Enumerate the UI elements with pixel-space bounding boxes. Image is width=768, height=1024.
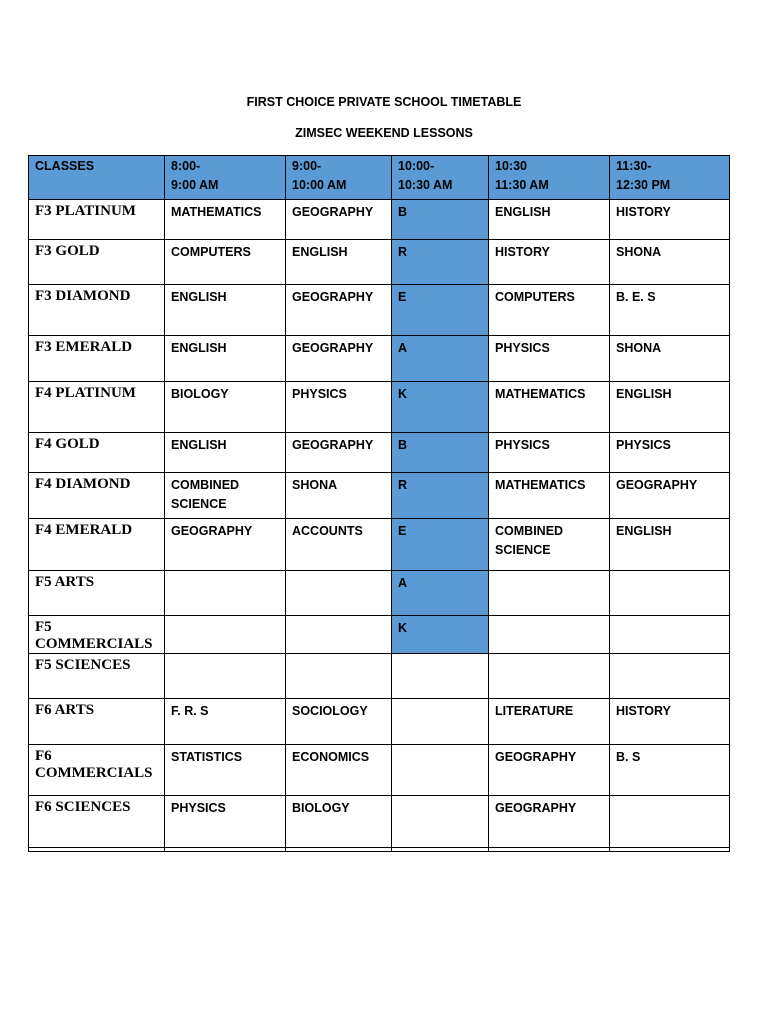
lesson-cell: PHYSICS bbox=[489, 336, 610, 382]
header-cell bbox=[29, 156, 165, 200]
lesson-cell: ECONOMICS bbox=[286, 745, 392, 796]
header-cell-line1: 9:00- bbox=[292, 159, 322, 173]
header-cell-line2: 11:30 AM bbox=[495, 178, 549, 192]
table-row bbox=[29, 200, 730, 240]
lesson-cell: BIOLOGY bbox=[286, 796, 392, 848]
table-row bbox=[29, 240, 730, 285]
timetable bbox=[28, 155, 730, 852]
break-cell bbox=[392, 848, 489, 852]
document-subtitle: ZIMSEC WEEKEND LESSONS bbox=[295, 126, 473, 140]
lesson-cell bbox=[489, 654, 610, 699]
lesson-cell bbox=[165, 654, 286, 699]
header-cell-line1: 8:00- bbox=[171, 159, 201, 173]
lesson-cell: MATHEMATICS bbox=[489, 473, 610, 519]
lesson-cell: PHYSICS bbox=[286, 382, 392, 433]
class-cell bbox=[29, 848, 165, 852]
lesson-cell bbox=[286, 848, 392, 852]
table-row bbox=[29, 745, 730, 796]
class-cell: F6 ARTS bbox=[29, 699, 165, 745]
lesson-cell bbox=[610, 654, 730, 699]
lesson-cell bbox=[489, 571, 610, 616]
break-cell bbox=[392, 796, 489, 848]
table-row bbox=[29, 285, 730, 336]
break-cell: R bbox=[392, 240, 489, 285]
class-cell: F3 GOLD bbox=[29, 240, 165, 285]
lesson-cell bbox=[489, 848, 610, 852]
lesson-cell: PHYSICS bbox=[489, 433, 610, 473]
header-row bbox=[29, 156, 730, 200]
header-cell-line2: 12:30 PM bbox=[616, 178, 671, 192]
header-cell-line2: 10:30 AM bbox=[398, 178, 453, 192]
table-row bbox=[29, 654, 730, 699]
lesson-cell: ENGLISH bbox=[165, 285, 286, 336]
header-cell bbox=[489, 156, 610, 200]
table-row bbox=[29, 571, 730, 616]
class-cell: F3 EMERALD bbox=[29, 336, 165, 382]
break-cell: K bbox=[392, 382, 489, 433]
header-cell-line2: 9:00 AM bbox=[171, 178, 219, 192]
table-row bbox=[29, 473, 730, 519]
lesson-cell: F. R. S bbox=[165, 699, 286, 745]
header-cell bbox=[286, 156, 392, 200]
lesson-cell: ACCOUNTS bbox=[286, 519, 392, 571]
table-row bbox=[29, 433, 730, 473]
lesson-cell: COMPUTERS bbox=[489, 285, 610, 336]
lesson-cell: PHYSICS bbox=[610, 433, 730, 473]
lesson-cell: GEOGRAPHY bbox=[489, 796, 610, 848]
header-cell-line1: 10:30 bbox=[495, 159, 527, 173]
lesson-cell: B. S bbox=[610, 745, 730, 796]
class-cell: F4 GOLD bbox=[29, 433, 165, 473]
table-row bbox=[29, 519, 730, 571]
lesson-cell bbox=[286, 571, 392, 616]
break-cell bbox=[392, 745, 489, 796]
lesson-cell: GEOGRAPHY bbox=[286, 433, 392, 473]
lesson-cell: B. E. S bbox=[610, 285, 730, 336]
lesson-cell bbox=[165, 571, 286, 616]
header-cell bbox=[165, 156, 286, 200]
lesson-cell: COMPUTERS bbox=[165, 240, 286, 285]
lesson-cell: GEOGRAPHY bbox=[165, 519, 286, 571]
lesson-cell bbox=[165, 848, 286, 852]
header-cell-line1: CLASSES bbox=[35, 159, 95, 173]
class-cell: F6 COMMERCIALS bbox=[29, 745, 165, 796]
lesson-cell: GEOGRAPHY bbox=[286, 200, 392, 240]
lesson-cell: GEOGRAPHY bbox=[286, 285, 392, 336]
lesson-cell: MATHEMATICS bbox=[165, 200, 286, 240]
lesson-cell: GEOGRAPHY bbox=[489, 745, 610, 796]
lesson-cell bbox=[610, 571, 730, 616]
class-cell: F4 EMERALD bbox=[29, 519, 165, 571]
lesson-cell: HISTORY bbox=[610, 699, 730, 745]
header-cell-line1: 10:00- bbox=[398, 159, 435, 173]
table-row bbox=[29, 699, 730, 745]
lesson-cell: LITERATURE bbox=[489, 699, 610, 745]
table-row bbox=[29, 848, 730, 852]
class-cell: F4 PLATINUM bbox=[29, 382, 165, 433]
lesson-cell: PHYSICS bbox=[165, 796, 286, 848]
break-cell bbox=[392, 699, 489, 745]
lesson-cell: SHONA bbox=[286, 473, 392, 519]
class-cell: F3 PLATINUM bbox=[29, 200, 165, 240]
break-cell: K bbox=[392, 616, 489, 654]
class-cell: F5 COMMERCIALS bbox=[29, 616, 165, 654]
class-cell: F5 ARTS bbox=[29, 571, 165, 616]
class-cell: F3 DIAMOND bbox=[29, 285, 165, 336]
lesson-cell bbox=[286, 654, 392, 699]
lesson-cell: HISTORY bbox=[610, 200, 730, 240]
lesson-cell bbox=[489, 616, 610, 654]
lesson-cell: COMBINED SCIENCE bbox=[489, 519, 610, 571]
lesson-cell: SOCIOLOGY bbox=[286, 699, 392, 745]
lesson-cell: ENGLISH bbox=[489, 200, 610, 240]
lesson-cell bbox=[286, 616, 392, 654]
class-cell: F4 DIAMOND bbox=[29, 473, 165, 519]
lesson-cell: ENGLISH bbox=[165, 336, 286, 382]
lesson-cell: GEOGRAPHY bbox=[286, 336, 392, 382]
break-cell: A bbox=[392, 571, 489, 616]
break-cell: E bbox=[392, 519, 489, 571]
header-cell bbox=[610, 156, 730, 200]
break-cell: A bbox=[392, 336, 489, 382]
lesson-cell bbox=[610, 616, 730, 654]
break-cell: B bbox=[392, 433, 489, 473]
lesson-cell: SHONA bbox=[610, 240, 730, 285]
lesson-cell: BIOLOGY bbox=[165, 382, 286, 433]
lesson-cell: ENGLISH bbox=[286, 240, 392, 285]
table-row bbox=[29, 336, 730, 382]
table-row bbox=[29, 616, 730, 654]
lesson-cell bbox=[610, 848, 730, 852]
header-cell-line2: 10:00 AM bbox=[292, 178, 347, 192]
lesson-cell: ENGLISH bbox=[165, 433, 286, 473]
header-cell-line1: 11:30- bbox=[616, 159, 652, 173]
lesson-cell: ENGLISH bbox=[610, 519, 730, 571]
lesson-cell: ENGLISH bbox=[610, 382, 730, 433]
break-cell: E bbox=[392, 285, 489, 336]
class-cell: F6 SCIENCES bbox=[29, 796, 165, 848]
document-title: FIRST CHOICE PRIVATE SCHOOL TIMETABLE bbox=[246, 95, 522, 109]
lesson-cell bbox=[165, 616, 286, 654]
lesson-cell: HISTORY bbox=[489, 240, 610, 285]
lesson-cell: MATHEMATICS bbox=[489, 382, 610, 433]
header-cell bbox=[392, 156, 489, 200]
break-cell bbox=[392, 654, 489, 699]
break-cell: B bbox=[392, 200, 489, 240]
table-row bbox=[29, 796, 730, 848]
lesson-cell: STATISTICS bbox=[165, 745, 286, 796]
lesson-cell: GEOGRAPHY bbox=[610, 473, 730, 519]
break-cell: R bbox=[392, 473, 489, 519]
lesson-cell: COMBINED SCIENCE bbox=[165, 473, 286, 519]
class-cell: F5 SCIENCES bbox=[29, 654, 165, 699]
lesson-cell: SHONA bbox=[610, 336, 730, 382]
table-row bbox=[29, 382, 730, 433]
lesson-cell bbox=[610, 796, 730, 848]
